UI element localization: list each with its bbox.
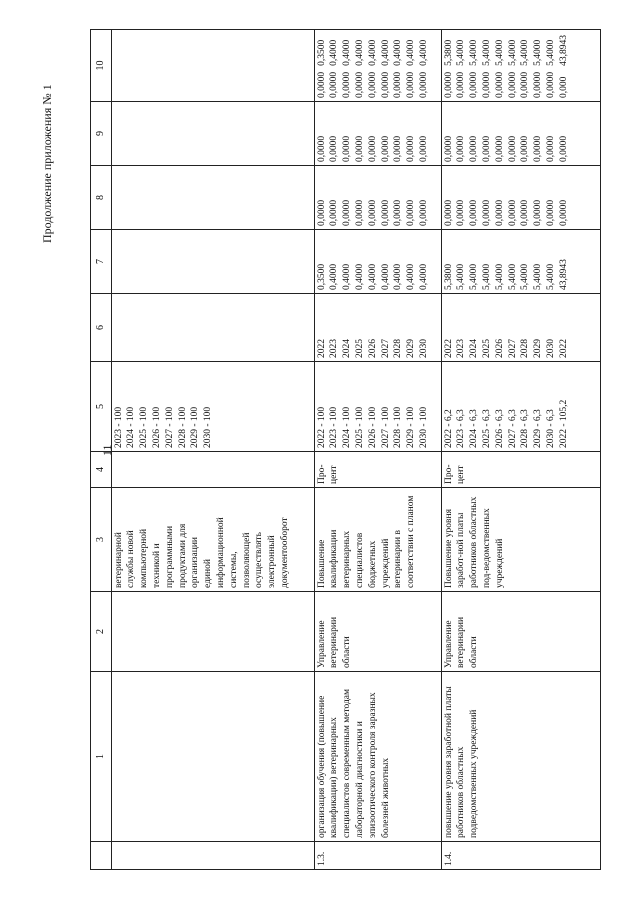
carryover-row [111, 30, 314, 870]
cell-line: 0,0000 [316, 71, 327, 98]
cell-line: 5,4000 [494, 263, 505, 290]
cell-line: 2026 [367, 339, 378, 358]
cell-line: 0,0000 [354, 199, 365, 226]
carryover-targets [111, 362, 314, 452]
cell-line: 43,8943 [558, 259, 569, 290]
cell-line: 0,4000 [419, 39, 429, 66]
cell-line: осуществлять [254, 532, 265, 588]
cell-line: 0,0000 [481, 199, 492, 226]
cell-line: 2025 [481, 339, 492, 358]
cell-line: 0,0000 [393, 199, 404, 226]
cell-line: 0,0000 [520, 135, 531, 162]
cell-line: 2024 - 100 [126, 406, 137, 448]
cell-line: 0,3500 [316, 263, 327, 290]
cell-line: 0,0000 [469, 71, 480, 98]
cell-line: 0,4000 [406, 39, 417, 66]
cell-line: 0,0000 [380, 199, 391, 226]
cell-line: системы, [228, 551, 239, 588]
cell-line: 0,0000 [443, 199, 454, 226]
rotated-table-container [90, 30, 622, 870]
cell-line: позволяющей [241, 532, 252, 588]
cell-line: 2024 [469, 339, 480, 358]
cell-line: 43,8943 [558, 35, 569, 66]
cell-line: 0,0000 [316, 199, 327, 226]
cell-line: 0,0000 [469, 199, 480, 226]
cell-line: 0,0000 [419, 71, 429, 98]
cell-line: 0,0000 [393, 135, 404, 162]
cell-line: 0,0000 [419, 199, 429, 226]
cell-line: 0,0000 [558, 135, 569, 162]
cell-line: 2022 - 105,2 [558, 399, 569, 448]
cell-line: 2023 [329, 339, 340, 358]
cell-line: 2030 - 6,3 [546, 409, 556, 448]
cell-line: 2030 - 100 [203, 406, 214, 448]
cell-line: 2024 [342, 339, 353, 358]
cell-line: 0,0000 [329, 135, 340, 162]
row-unit: Про-цент [441, 452, 600, 488]
row-col7 [441, 166, 600, 230]
cell-line: 2028 [520, 339, 531, 358]
cell-line: 0,0000 [380, 71, 391, 98]
cell-line: 2024 - 100 [342, 406, 353, 448]
cell-line: 5,4000 [533, 263, 544, 290]
cell-line: 0,0000 [546, 199, 556, 226]
row-total [314, 230, 441, 294]
page-caption: Продолжение приложения № 1 [40, 84, 54, 243]
cell-line: 0,0000 [406, 71, 417, 98]
cell-line: 0,0000 [456, 135, 467, 162]
row-executor: Управление ветеринарии области [441, 592, 600, 672]
row-number: 1.3. [314, 842, 441, 870]
cell-line: 2028 - 6,3 [520, 409, 531, 448]
cell-line: 2029 - 6,3 [533, 409, 544, 448]
cell-line: 0,0000 [329, 199, 340, 226]
cell-line: 0,0000 [507, 135, 518, 162]
cell-line: 0,0000 [443, 71, 454, 98]
cell-line: 5,4000 [481, 39, 492, 66]
cell-line: 0,0000 [342, 199, 353, 226]
cell-line: 2023 [456, 339, 467, 358]
cell-line: 0,0000 [456, 199, 467, 226]
cell-line: 2022 [316, 339, 327, 358]
table-row [441, 30, 600, 870]
cell-line: 0,4000 [342, 263, 353, 290]
row-measure-name: повышение уровня заработной платы работников областных подведомственных учреждений [441, 672, 600, 842]
row-total [441, 230, 600, 294]
row-executor: Управление ветеринарии области [314, 592, 441, 672]
cell-line: 2026 [494, 339, 505, 358]
cell-line: 0,0000 [520, 71, 531, 98]
cell-line: 0,0000 [507, 71, 518, 98]
program-table [90, 29, 601, 870]
cell-line: 2027 - 6,3 [507, 409, 518, 448]
cell-line: техникой и [151, 543, 162, 588]
row-years [441, 294, 600, 362]
cell-line: 0,0000 [406, 135, 417, 162]
cell-line: 2030 [419, 339, 429, 358]
cell-line: 2023 - 6,3 [456, 409, 467, 448]
cell-line: 2027 [380, 339, 391, 358]
cell-line: 0,0000 [456, 71, 467, 98]
row-number: 1.4. [441, 842, 600, 870]
cell-line: информационной [216, 517, 226, 588]
cell-line: 2026 - 100 [367, 406, 378, 448]
cell-line: 2023 - 100 [329, 406, 340, 448]
header-cell-8: 8 [91, 166, 112, 230]
row-col10 [316, 40, 431, 66]
cell-line: 0,0000 [354, 71, 365, 98]
cell-line: 2028 [393, 339, 404, 358]
header-cell-6: 6 [91, 294, 112, 362]
cell-line: 0,0000 [367, 135, 378, 162]
carryover-indicator [111, 488, 314, 592]
cell-line: 2029 [406, 339, 417, 358]
cell-line: 0,4000 [367, 263, 378, 290]
cell-line: 5,4000 [520, 39, 531, 66]
row-col9-10 [314, 30, 441, 102]
cell-line: 5,4000 [520, 263, 531, 290]
cell-line: электронный [267, 535, 278, 588]
cell-line: 2029 - 100 [190, 406, 201, 448]
cell-line: 2029 - 100 [406, 406, 417, 448]
cell-line: 0,0000 [342, 71, 353, 98]
cell-line: 5,3800 [443, 39, 454, 66]
cell-line: 5,4000 [507, 39, 518, 66]
cell-line: 2025 - 6,3 [481, 409, 492, 448]
cell-line: 0,0000 [546, 135, 556, 162]
cell-line: 2022 - 6,2 [443, 409, 454, 448]
cell-line: 2022 [443, 339, 454, 358]
row-col9 [316, 72, 431, 98]
cell-line: 0,4000 [406, 263, 417, 290]
cell-line: 0,000 [558, 76, 569, 98]
header-cell-3: 3 [91, 488, 112, 592]
cell-line: 0,0000 [481, 71, 492, 98]
cell-line: 2026 - 100 [151, 406, 162, 448]
cell-line: 0,0000 [380, 135, 391, 162]
header-cell-num [91, 842, 112, 870]
cell-line: 2028 - 100 [393, 406, 404, 448]
cell-line: 0,0000 [329, 71, 340, 98]
cell-line: 2024 - 6,3 [469, 409, 480, 448]
cell-line: 2023 - 100 [113, 406, 124, 448]
cell-line: 0,0000 [507, 199, 518, 226]
cell-line: 0,4000 [367, 39, 378, 66]
cell-line: 2030 [546, 339, 556, 358]
cell-line: службы новой [126, 530, 137, 588]
cell-line: 0,4000 [354, 39, 365, 66]
cell-line: 2027 - 100 [380, 406, 391, 448]
cell-line: ветеринарной [113, 532, 124, 588]
cell-line: 0,0000 [546, 71, 556, 98]
table-row [314, 30, 441, 870]
cell-line: компьютерной [139, 528, 150, 588]
cell-line: 0,4000 [354, 263, 365, 290]
cell-line: 5,4000 [469, 263, 480, 290]
cell-line: 0,0000 [316, 135, 327, 162]
cell-line: 2025 - 100 [354, 406, 365, 448]
cell-line: 0,0000 [406, 199, 417, 226]
cell-line: 0,0000 [494, 199, 505, 226]
cell-line: 0,0000 [367, 199, 378, 226]
cell-line: 0,0000 [419, 135, 429, 162]
cell-line: 2028 - 100 [177, 406, 188, 448]
cell-line: 0,0000 [494, 71, 505, 98]
row-col7 [314, 166, 441, 230]
cell-line: 2029 [533, 339, 544, 358]
cell-line: 0,3500 [316, 39, 327, 66]
row-targets [441, 362, 600, 452]
column-number-row [91, 30, 112, 870]
header-cell-5: 5 [91, 362, 112, 452]
row-col8 [441, 102, 600, 166]
cell-line: 5,4000 [546, 263, 556, 290]
cell-line: 2022 [558, 339, 569, 358]
cell-line: 2025 - 100 [139, 406, 150, 448]
header-cell-2: 2 [91, 592, 112, 672]
cell-line: 5,4000 [507, 263, 518, 290]
cell-line: 5,4000 [546, 39, 556, 66]
cell-line: 0,0000 [520, 199, 531, 226]
cell-line: 5,4000 [456, 263, 467, 290]
cell-line: 0,0000 [533, 71, 544, 98]
cell-line: 0,0000 [393, 71, 404, 98]
cell-line: 0,4000 [329, 263, 340, 290]
cell-line: единой [203, 559, 214, 588]
header-cell-9: 9 [91, 102, 112, 166]
header-cell-1: 1 [91, 672, 112, 842]
cell-line: программными [164, 525, 175, 588]
cell-line: 0,4000 [342, 39, 353, 66]
cell-line: 2025 [354, 339, 365, 358]
cell-line: 0,0000 [342, 135, 353, 162]
row-col10 [443, 35, 571, 66]
page-number: 11 [100, 444, 114, 456]
row-col8 [314, 102, 441, 166]
cell-line: 0,0000 [367, 71, 378, 98]
cell-line: 5,4000 [533, 39, 544, 66]
cell-line: 0,4000 [393, 263, 404, 290]
cell-line: 0,0000 [469, 135, 480, 162]
cell-line: 0,4000 [419, 263, 429, 290]
cell-line: 0,4000 [329, 39, 340, 66]
row-col9 [443, 72, 571, 98]
row-indicator: Повышение уровня заработ-ной платы работников областных под-ведомственных учреждений [441, 488, 600, 592]
row-indicator: Повышение квалификации ветеринарных специалистов бюджетных учреждений ветеринарии в соответствии с планом [314, 488, 441, 592]
row-targets [314, 362, 441, 452]
row-col9-10 [441, 30, 600, 102]
cell-line: 0,0000 [494, 135, 505, 162]
row-measure-name: организация обучения (повышение квалификации) ветеринарных специалистов современным методам лабораторной диагностики и эпизоотического контроля заразных болезней животных [314, 672, 441, 842]
cell-line: 5,4000 [469, 39, 480, 66]
cell-line: 0,4000 [393, 39, 404, 66]
cell-line: 2030 - 100 [419, 406, 429, 448]
cell-line: 0,0000 [443, 135, 454, 162]
cell-line: 5,3800 [443, 263, 454, 290]
cell-line: 5,4000 [481, 263, 492, 290]
cell-line: документооборот [280, 517, 291, 588]
cell-line: 2027 [507, 339, 518, 358]
header-cell-4: 4 [91, 452, 112, 488]
cell-line: 0,4000 [380, 263, 391, 290]
cell-line: 0,4000 [380, 39, 391, 66]
cell-line: 0,0000 [481, 135, 492, 162]
cell-line: 0,0000 [533, 199, 544, 226]
row-unit: Про-цент [314, 452, 441, 488]
header-cell-10: 10 [91, 30, 112, 102]
cell-line: 0,0000 [533, 135, 544, 162]
header-cell-7: 7 [91, 230, 112, 294]
cell-line: 0,0000 [354, 135, 365, 162]
cell-line: 5,4000 [494, 39, 505, 66]
cell-line: продуктами для [177, 523, 188, 588]
row-years [314, 294, 441, 362]
cell-line: 0,0000 [558, 199, 569, 226]
cell-line: 2026 - 6,3 [494, 409, 505, 448]
cell-line: организации [190, 536, 201, 588]
cell-line: 5,4000 [456, 39, 467, 66]
cell-line: 2022 - 100 [316, 406, 327, 448]
cell-line: 2027 - 100 [164, 406, 175, 448]
